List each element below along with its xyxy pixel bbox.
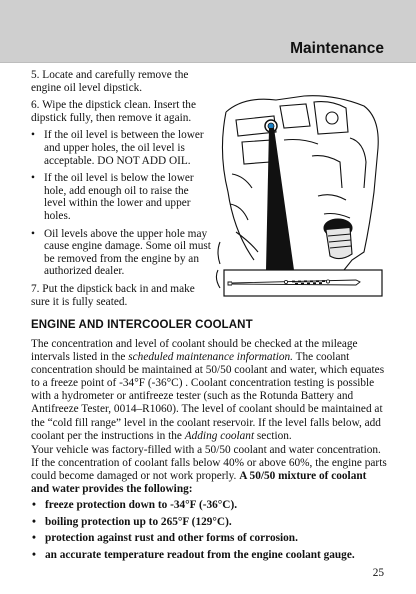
benefit-item: • freeze protection down to -34°F (-36°C). xyxy=(31,499,391,516)
step-7: 7. Put the dipstick back in and make sure it is fully seated. xyxy=(31,282,195,308)
dipstick-steps xyxy=(31,69,213,313)
benefit-item: • an accurate temperature readout from the engine coolant gauge. xyxy=(31,549,391,566)
step-5: 5. Locate and carefully remove the engine oil level dipstick. xyxy=(31,69,189,94)
engine-dipstick-icon xyxy=(214,92,386,302)
para2-text: Your vehicle was factory-filled with a 50/50 coolant and water concentration. If the concentration of coolant falls below 40% or above 60%, the engine parts could become damaged or not work properly. xyxy=(31,444,387,483)
engine-dipstick-figure xyxy=(214,92,386,302)
section-title: Maintenance xyxy=(290,40,384,57)
coolant-paragraph-2 xyxy=(31,444,387,496)
header-divider xyxy=(0,62,416,63)
benefit-item: • protection against rust and other forms of corrosion. xyxy=(31,532,391,549)
para2-bold-text: A 50/50 mixture of coolant and water provides the following: xyxy=(31,470,367,496)
bullet-item: • If the oil level is between the lower and upper holes, the oil level is acceptable. DO NOT ADD OIL. xyxy=(31,129,213,167)
para1-text-c: section. xyxy=(254,429,292,442)
para1-italic-2: Adding coolant xyxy=(184,429,255,442)
benefit-item: • boiling protection up to 265°F (129°C). xyxy=(31,516,391,533)
bullet-item: • If the oil level is below the lower hole, add enough oil to raise the level within the lower and upper holes. xyxy=(31,172,213,222)
para1-text-b: The coolant concentration should be maintained at 50/50 coolant and water, which equates to a freeze point of -34°F (-36°C) . Coolant concentration testing is possible with a hydrometer or antifreeze tester (such as the Rotunda Battery and Antifreeze Tester, 0014–R1060). The level of coolant should be maintained at the “cold fill range” level in the coolant reservoir. If the level falls below, add coolant per the instructions in the xyxy=(31,351,385,442)
step-6: 6. Wipe the dipstick clean. Insert the dipstick fully, then remove it again. xyxy=(31,99,196,124)
coolant-paragraph-1 xyxy=(31,338,387,443)
bullet-item: • Oil levels above the upper hole may cause engine damage. Some oil must be removed from the engine by an authorized dealer. xyxy=(31,228,213,278)
para1-text-a: The concentration and level of coolant should be checked at the mileage intervals listed in the xyxy=(31,338,358,364)
coolant-heading: ENGINE AND INTERCOOLER COOLANT xyxy=(31,319,253,331)
page-number: 25 xyxy=(372,567,384,579)
para1-italic-1: scheduled maintenance information. xyxy=(128,351,293,364)
coolant-benefits-list xyxy=(31,499,391,565)
oil-level-bullets xyxy=(31,129,213,278)
